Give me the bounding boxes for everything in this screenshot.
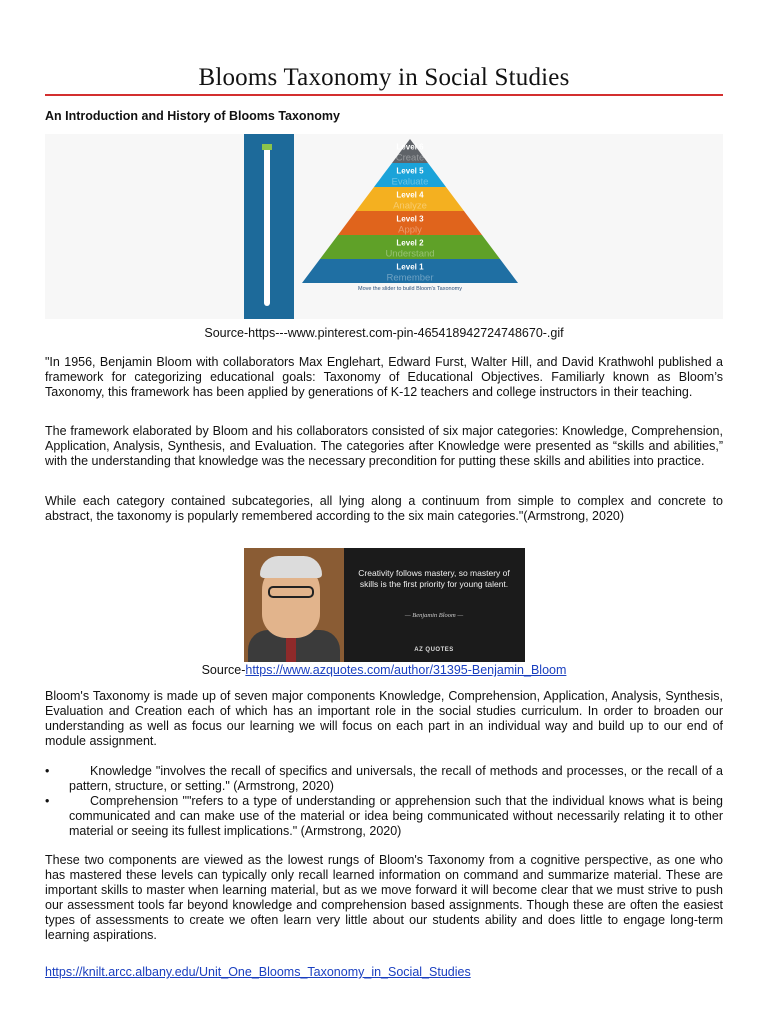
list-item-text: Comprehension ""refers to a type of understanding or apprehension such that the individual knows what is being communicated and can make use of the material or idea being communicated without necessarily relating it to other material or seeing its fullest implications." (Armstrong, 2020) bbox=[69, 794, 723, 838]
slider-handle[interactable] bbox=[262, 144, 272, 150]
pyramid-level-label: Level 1 bbox=[396, 262, 424, 272]
component-list bbox=[45, 764, 723, 839]
pyramid-level-name: Understand bbox=[385, 248, 435, 260]
pyramid-level-name: Remember bbox=[386, 272, 434, 284]
pyramid-level-label: Level 3 bbox=[396, 214, 424, 224]
slider-instruction-text: Move the slider to build Bloom's Taxonomy bbox=[358, 286, 462, 292]
figure1-caption: Source-https---www.pinterest.com-pin-465418942724748670-.gif bbox=[204, 326, 564, 340]
pyramid-level-label: Level 2 bbox=[396, 238, 424, 248]
quote-text: Creativity follows mastery, so mastery of skills is the first priority for young talent. bbox=[358, 568, 510, 589]
pyramid-level-name: Evaluate bbox=[391, 176, 429, 188]
section-heading: An Introduction and History of Blooms Taxonomy bbox=[45, 109, 340, 123]
portrait-hair bbox=[260, 556, 322, 578]
list-item bbox=[45, 794, 723, 839]
pyramid-level-name: Apply bbox=[398, 224, 422, 236]
pyramid-level-name: Analyze bbox=[393, 200, 427, 212]
paragraph-history: "In 1956, Benjamin Bloom with collaborators Max Englehart, Edward Furst, Walter Hill, and David Krathwohl published a framework for categorizing educational goals: Taxonomy of Educational Objectives. Familiarly known as Bloom’s Taxonomy, this framework has been applied by generations of K-12 teachers and college instructors in their teaching. bbox=[45, 355, 723, 399]
portrait-photo bbox=[244, 548, 344, 662]
figure2-caption-prefix: Source- bbox=[201, 663, 246, 677]
bullet-marker: • bbox=[45, 794, 50, 808]
list-item-text: Knowledge "involves the recall of specifics and universals, the recall of methods and processes, or the recall of a pattern, structure, or setting." (Armstrong, 2020) bbox=[69, 764, 723, 793]
document-title: Blooms Taxonomy in Social Studies bbox=[198, 64, 570, 91]
paragraph-components: Bloom's Taxonomy is made up of seven major components Knowledge, Comprehension, Application, Analysis, Synthesis, Evaluation and Creation each of which has an important role in the social studies curriculum. In order to broaden our understanding as well as focus our learning we will focus on each part in an individual way and build up to our end of module assignment. bbox=[45, 689, 723, 748]
pyramid-figure bbox=[45, 134, 723, 319]
portrait-tie bbox=[286, 634, 296, 662]
paragraph-categories: While each category contained subcategories, all lying along a continuum from simple to complex and concrete to abstract, the taxonomy is popularly remembered according to the six main categories."(Armstrong, 2020) bbox=[45, 494, 723, 523]
portrait-glasses bbox=[268, 586, 314, 598]
paragraph-framework: The framework elaborated by Bloom and his collaborators consisted of six major categories: Knowledge, Comprehension, Application, Analysis, Synthesis, and Evaluation. The categories after Knowledge were presented as “skills and abilities,” with the understanding that knowledge was the necessary precondition for putting these skills and abilities into practice. bbox=[45, 424, 723, 468]
azquotes-link[interactable]: https://www.azquotes.com/author/31395-Benjamin_Bloom bbox=[245, 663, 567, 677]
paragraph-lowest-rungs: These two components are viewed as the lowest rungs of Bloom's Taxonomy from a cognitive perspective, as one who has mastered these levels can typically only recall learned information on command and summarize material. These are important skills to master when learning material, but as we move forward it will become clear that we must strive to push our assessment tools far beyond knowledge and comprehension based assignments. Though these are often the easiest types of assessments to create we often learn very little about our students ability and does little to engage long-term learning aspirations. bbox=[45, 853, 723, 942]
pyramid-level-label: Level 5 bbox=[396, 166, 424, 176]
blooms-pyramid-graphic bbox=[300, 139, 520, 319]
bullet-marker: • bbox=[45, 764, 50, 778]
pyramid-level-name: Create bbox=[395, 152, 425, 164]
quote-signature: — Benjamin Bloom — bbox=[404, 612, 464, 619]
title-divider bbox=[45, 94, 723, 96]
slider-track[interactable] bbox=[264, 146, 270, 306]
pyramid-level-label: Level 6 bbox=[396, 142, 424, 152]
bloom-quote-image bbox=[244, 548, 525, 662]
pyramid-level-label: Level 4 bbox=[396, 190, 424, 200]
quote-brand-logo: AZ QUOTES bbox=[414, 647, 454, 653]
knilt-source-link[interactable]: https://knilt.arcc.albany.edu/Unit_One_Blooms_Taxonomy_in_Social_Studies bbox=[45, 965, 471, 979]
slider-panel bbox=[244, 134, 294, 319]
list-item bbox=[45, 764, 723, 794]
figure2-caption bbox=[45, 663, 723, 677]
